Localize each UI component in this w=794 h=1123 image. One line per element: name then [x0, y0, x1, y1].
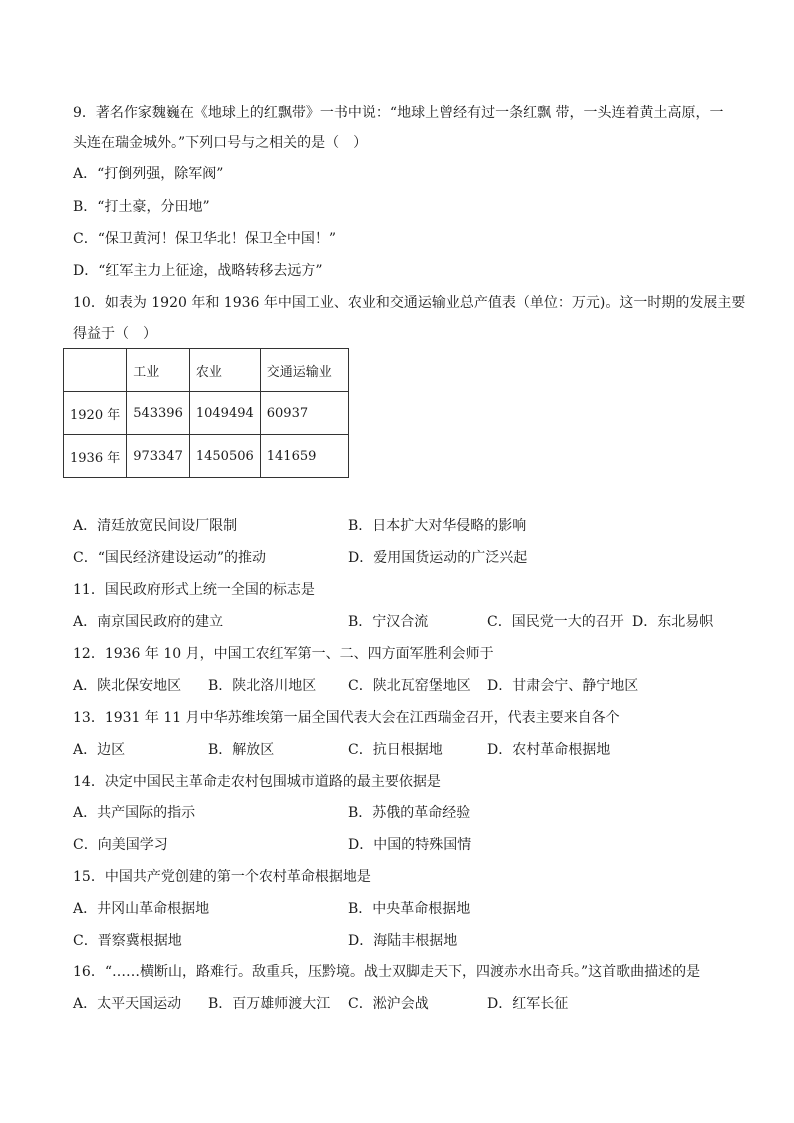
q13-stem: 13．1931 年 11 月中华苏维埃第一届全国代表大会在江西瑞金召开，代表主要来自各个 — [73, 710, 620, 726]
q15-option-b: B．中央革命根据地 — [348, 901, 471, 917]
table-cell: 973347 — [127, 435, 190, 478]
q9-option-a: A．“打倒列强，除军阀” — [73, 166, 224, 182]
q15-stem: 15．中国共产党创建的第一个农村革命根据地是 — [73, 869, 371, 885]
q13-option-d: D．农村革命根据地 — [487, 742, 611, 758]
q15-option-a: A．井冈山革命根据地 — [73, 901, 210, 917]
q14-option-d: D．中国的特殊国情 — [348, 837, 472, 853]
q12-option-a: A．陕北保安地区 — [73, 678, 182, 694]
q13-option-a: A．边区 — [73, 742, 126, 758]
q11-stem: 11．国民政府形式上统一全国的标志是 — [73, 582, 315, 598]
table-cell: 1936 年 — [64, 435, 127, 478]
table-header-cell: 交通运输业 — [260, 349, 348, 392]
table-cell: 1920 年 — [64, 392, 127, 435]
q11-option-b: B．宁汉合流 — [348, 614, 429, 630]
q12-option-c: C．陕北瓦窑堡地区 — [348, 678, 471, 694]
q10-option-b: B．日本扩大对华侵略的影响 — [348, 518, 527, 534]
q11-option-c: C．国民党一大的召开 — [487, 614, 624, 630]
q13-option-b: B．解放区 — [208, 742, 275, 758]
table-row — [64, 392, 349, 435]
q9-option-b: B．“打土豪，分田地” — [73, 199, 210, 215]
q12-option-b: B．陕北洛川地区 — [208, 678, 317, 694]
q11-option-a: A．南京国民政府的建立 — [73, 614, 224, 630]
q15-option-c: C．晋察冀根据地 — [73, 933, 182, 949]
q10-stem-line2: 得益于（ ） — [73, 326, 157, 342]
q14-stem: 14．决定中国民主革命走农村包围城市道路的最主要依据是 — [73, 774, 441, 790]
table-header-cell: 农业 — [189, 349, 260, 392]
table-cell: 60937 — [260, 392, 348, 435]
q14-option-c: C．向美国学习 — [73, 837, 168, 853]
table-row — [64, 435, 349, 478]
q16-option-a: A．太平天国运动 — [73, 996, 182, 1012]
q16-option-b: B．百万雄师渡大江 — [208, 996, 331, 1012]
q16-option-d: D．红军长征 — [487, 996, 569, 1012]
q9-stem-line2: 头连在瑞金城外。”下列口号与之相关的是（ ） — [73, 135, 368, 151]
q14-option-a: A．共产国际的指示 — [73, 805, 196, 821]
q9-option-d: D．“红军主力上征途，战略转移去远方” — [73, 263, 323, 279]
q9-option-c: C．“保卫黄河！保卫华北！保卫全中国！” — [73, 231, 337, 247]
q12-stem: 12．1936 年 10 月，中国工农红军第一、二、四方面军胜利会师于 — [73, 646, 494, 662]
table-cell: 1450506 — [189, 435, 260, 478]
output-value-table — [63, 348, 349, 478]
q10-option-c: C．“国民经济建设运动”的推动 — [73, 550, 267, 566]
q10-option-a: A．清廷放宽民间设厂限制 — [73, 518, 238, 534]
q13-option-c: C．抗日根据地 — [348, 742, 443, 758]
q16-stem: 16．“……横断山，路难行。敌重兵，压黔境。战士双脚走天下，四渡赤水出奇兵。”这首歌曲描述的是 — [73, 964, 701, 980]
q10-stem-line1: 10．如表为 1920 年和 1936 年中国工业、农业和交通运输业总产值表（单位：万元)。这一时期的发展主要 — [73, 295, 746, 311]
q11-option-d: D．东北易帜 — [632, 614, 714, 630]
table-header-cell — [64, 349, 127, 392]
q15-option-d: D．海陆丰根据地 — [348, 933, 458, 949]
table-cell: 141659 — [260, 435, 348, 478]
table-cell: 1049494 — [189, 392, 260, 435]
q14-option-b: B．苏俄的革命经验 — [348, 805, 471, 821]
q9-stem-line1: 9．著名作家魏巍在《地球上的红飘带》一书中说：“地球上曾经有过一条红飘 带，一头连着黄土高原，一 — [73, 105, 724, 121]
table-header-cell: 工业 — [127, 349, 190, 392]
table-header-row — [64, 349, 349, 392]
q10-option-d: D．爱用国货运动的广泛兴起 — [348, 550, 528, 566]
q16-option-c: C．淞沪会战 — [348, 996, 429, 1012]
table-cell: 543396 — [127, 392, 190, 435]
q12-option-d: D．甘肃会宁、静宁地区 — [487, 678, 639, 694]
